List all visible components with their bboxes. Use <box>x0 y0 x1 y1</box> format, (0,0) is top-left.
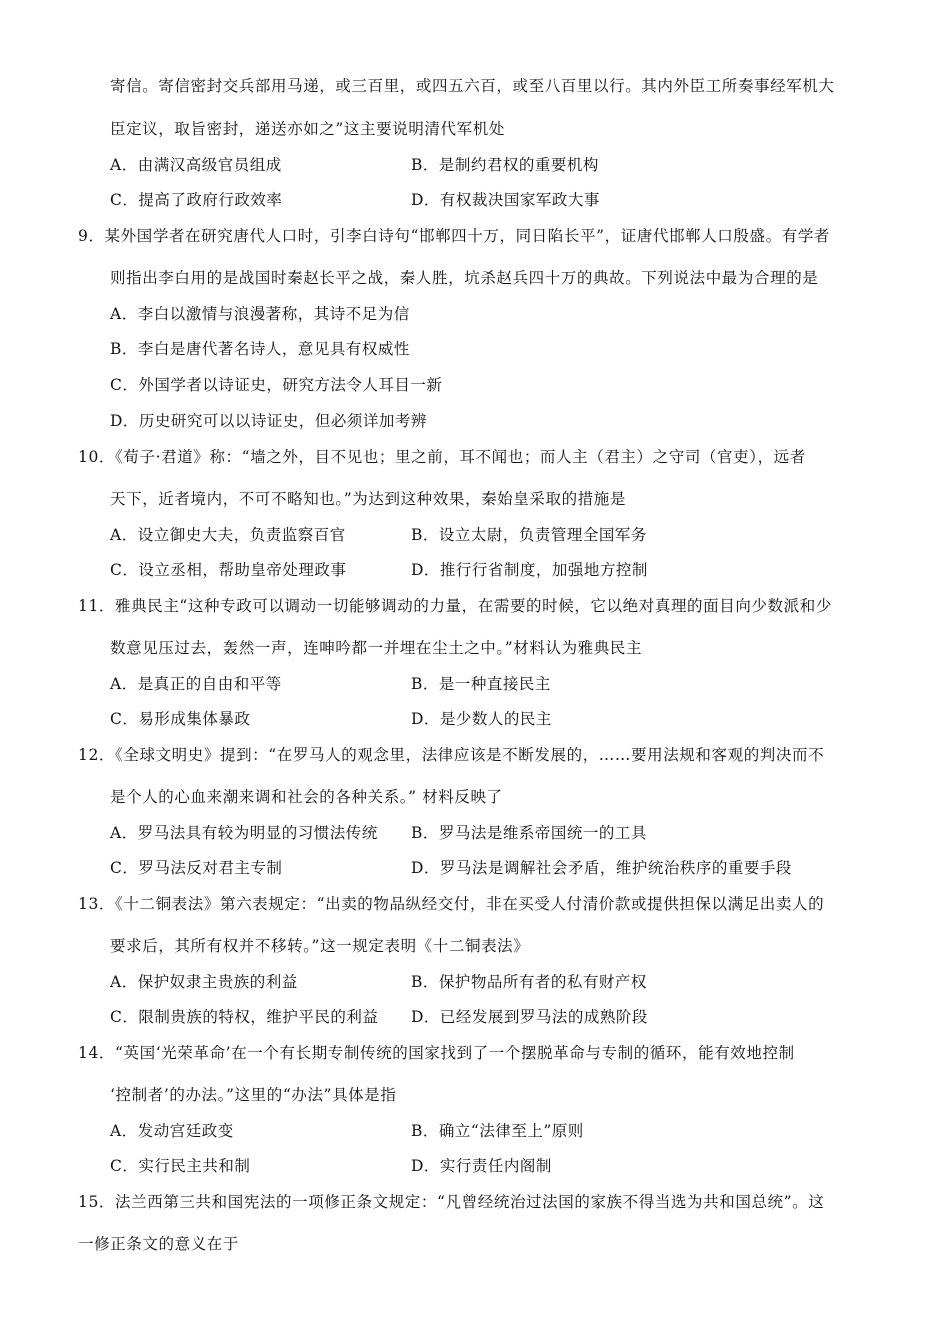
q12-option-a[interactable]: A．罗马法具有较为明显的习惯法传统 <box>110 824 378 842</box>
q9-option-a[interactable]: A．李白以激情与浪漫著称，其诗不足为信 <box>110 305 410 323</box>
q11-option-b[interactable]: B．是一种直接民主 <box>411 675 551 693</box>
q10-text-line-1: 10．《荀子·君道》称：“墙之外，目不见也；里之前，耳不闻也；而人主（君主）之守司（官吏），远者 <box>78 448 806 466</box>
q13-text-line-2: 要求后，其所有权并不移转。”这一规定表明《十二铜表法》 <box>110 937 530 955</box>
q13-text-line-1: 13．《十二铜表法》第六表规定：“出卖的物品纵经交付，非在买受人付清价款或提供担保以满足出卖人的 <box>78 895 825 913</box>
q8-option-b[interactable]: B．是制约君权的重要机构 <box>411 156 599 174</box>
q9-text-line-2: 则指出李白用的是战国时秦赵长平之战，秦人胜，坑杀赵兵四十万的典故。下列说法中最为合理的是 <box>110 269 819 287</box>
q11-option-a[interactable]: A．是真正的自由和平等 <box>110 675 282 693</box>
q15-text-line-2: 一修正条文的意义在于 <box>78 1235 240 1253</box>
q10-text-line-2: 天下，近者境内，不可不略知也。”为达到这种效果，秦始皇采取的措施是 <box>110 490 626 508</box>
q8-text-line-2: 臣定议，取旨密封，递送亦如之”这主要说明清代军机处 <box>110 120 505 138</box>
q8-text-line-1: 寄信。寄信密封交兵部用马递，或三百里，或四五六百，或至八百里以行。其内外臣工所奏事经军机大 <box>110 77 835 95</box>
q12-text-line-1: 12．《全球文明史》提到：“在罗马人的观念里，法律应该是不断发展的，……要用法规和客观的判决而不 <box>78 746 825 764</box>
q13-option-c[interactable]: C．限制贵族的特权，维护平民的利益 <box>110 1008 379 1026</box>
q12-option-d[interactable]: D．罗马法是调解社会矛盾，维护统治秩序的重要手段 <box>411 859 792 877</box>
q13-option-a[interactable]: A．保护奴隶主贵族的利益 <box>110 973 298 991</box>
q11-text-line-1: 11．雅典民主“这种专政可以调动一切能够调动的力量，在需要的时候，它以绝对真理的面目向少数派和少 <box>78 597 832 615</box>
q11-option-d[interactable]: D．是少数人的民主 <box>411 710 552 728</box>
q12-option-c[interactable]: C．罗马法反对君主专制 <box>110 859 283 877</box>
q10-option-b[interactable]: B．设立太尉，负责管理全国军务 <box>411 526 647 544</box>
q11-option-c[interactable]: C．易形成集体暴政 <box>110 710 251 728</box>
q8-option-a[interactable]: A．由满汉高级官员组成 <box>110 156 282 174</box>
q9-option-b[interactable]: B．李白是唐代著名诗人，意见具有权威性 <box>110 340 410 358</box>
q14-option-c[interactable]: C．实行民主共和制 <box>110 1157 251 1175</box>
q13-option-b[interactable]: B．保护物品所有者的私有财产权 <box>411 973 647 991</box>
q13-option-d[interactable]: D．已经发展到罗马法的成熟阶段 <box>411 1008 648 1026</box>
q9-option-d[interactable]: D．历史研究可以以诗证史，但必须详加考辨 <box>110 412 427 430</box>
q14-text-line-1: 14．“英国‘光荣革命’在一个有长期专制传统的国家找到了一个摆脱革命与专制的循环，能有效地控制 <box>78 1044 795 1062</box>
q12-text-line-2: 是个人的心血来潮来调和社会的各种关系。” 材料反映了 <box>110 788 503 806</box>
q12-option-b[interactable]: B．罗马法是维系帝国统一的工具 <box>411 824 647 842</box>
q10-option-d[interactable]: D．推行行省制度，加强地方控制 <box>411 561 648 579</box>
q9-text-line-1: 9．某外国学者在研究唐代人口时，引李白诗句“邯郸四十万，同日陷长平”，证唐代邯郸人口殷盛。有学者 <box>78 227 831 245</box>
q9-option-c[interactable]: C．外国学者以诗证史，研究方法令人耳目一新 <box>110 376 443 394</box>
q15-text-line-1: 15．法兰西第三共和国宪法的一项修正条文规定：“凡曾经统治过法国的家族不得当选为共和国总统”。这 <box>78 1193 825 1211</box>
q14-text-line-2: ‘控制者’的办法。”这里的“办法”具体是指 <box>110 1086 397 1104</box>
q10-option-a[interactable]: A．设立御史大夫，负责监察百官 <box>110 526 346 544</box>
q8-option-c[interactable]: C．提高了政府行政效率 <box>110 191 283 209</box>
q14-option-b[interactable]: B．确立“法律至上”原则 <box>411 1122 584 1140</box>
q14-option-d[interactable]: D．实行责任内阁制 <box>411 1157 552 1175</box>
q10-option-c[interactable]: C．设立丞相，帮助皇帝处理政事 <box>110 561 347 579</box>
q11-text-line-2: 数意见压过去，轰然一声，连呻吟都一并埋在尘土之中。”材料认为雅典民主 <box>110 639 643 657</box>
q8-option-d[interactable]: D．有权裁决国家军政大事 <box>411 191 600 209</box>
q14-option-a[interactable]: A．发动宫廷政变 <box>110 1122 234 1140</box>
